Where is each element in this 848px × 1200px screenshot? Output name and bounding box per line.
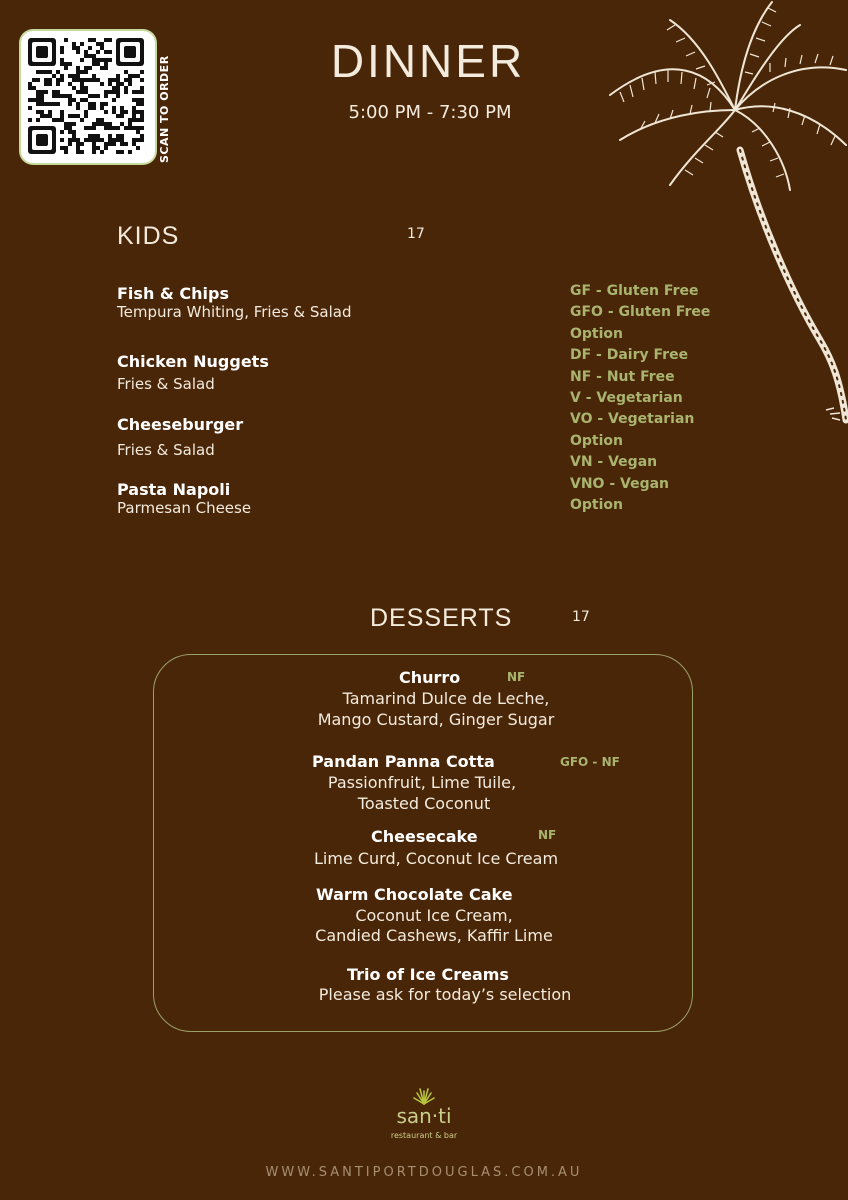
kids-item-desc: Fries & Salad: [117, 375, 215, 393]
palm-leaf-icon: [413, 1087, 435, 1105]
dessert-diet-tag: GFO - NF: [560, 755, 620, 769]
dessert-name: Pandan Panna Cotta: [312, 752, 495, 771]
dessert-desc: Coconut Ice Cream,: [355, 906, 513, 925]
desserts-section-title: DESSERTS: [370, 604, 513, 632]
kids-item-name: Chicken Nuggets: [117, 352, 269, 371]
service-hours: 5:00 PM - 7:30 PM: [348, 102, 512, 123]
kids-item-desc: Parmesan Cheese: [117, 499, 252, 517]
brand-tagline: restaurant & bar: [390, 1131, 458, 1140]
kids-item-desc: Tempura Whiting, Fries & Salad: [117, 303, 352, 321]
legend-line: GFO - Gluten Free: [570, 304, 711, 321]
dessert-desc: Candied Cashews, Kaffir Lime: [315, 926, 553, 945]
legend-line: VN - Vegan: [570, 454, 658, 471]
kids-item-name: Pasta Napoli: [117, 480, 231, 499]
dessert-name: Warm Chocolate Cake: [316, 885, 513, 904]
legend-line: Option: [570, 325, 623, 342]
kids-item-desc: Fries & Salad: [117, 441, 215, 459]
brand-logo: san·ti: [396, 1104, 452, 1128]
dessert-name: Churro: [399, 668, 461, 687]
dessert-desc: Toasted Coconut: [357, 794, 491, 813]
legend-line: DF - Dairy Free: [570, 347, 689, 364]
dessert-desc: Lime Curd, Coconut Ice Cream: [313, 849, 559, 868]
dessert-desc: Passionfruit, Lime Tuile,: [327, 773, 517, 792]
legend-line: Option: [570, 497, 623, 514]
kids-price: 17: [407, 226, 425, 242]
desserts-price: 17: [572, 609, 590, 625]
dessert-diet-tag: NF: [507, 670, 526, 684]
menu-title: DINNER: [330, 35, 526, 87]
dessert-name: Cheesecake: [371, 827, 478, 846]
legend-line: NF - Nut Free: [570, 368, 675, 385]
kids-section-title: KIDS: [117, 222, 180, 250]
legend-line: Option: [570, 432, 623, 449]
scan-to-order-label: SCAN TO ORDER: [158, 55, 171, 163]
dessert-diet-tag: NF: [538, 828, 557, 842]
kids-item-name: Cheeseburger: [117, 415, 244, 434]
dessert-desc: Mango Custard, Ginger Sugar: [317, 710, 555, 729]
legend-line: VNO - Vegan: [570, 475, 670, 492]
website-link[interactable]: WWW.SANTIPORTDOUGLAS.COM.AU: [265, 1165, 583, 1180]
legend-line: V - Vegetarian: [570, 390, 683, 407]
kids-item-name: Fish & Chips: [117, 284, 230, 303]
dietary-legend: [570, 281, 740, 516]
dessert-name: Trio of Ice Creams: [347, 965, 509, 984]
dessert-desc: Tamarind Dulce de Leche,: [342, 689, 550, 708]
dessert-desc: Please ask for today’s selection: [318, 985, 572, 1004]
legend-line: GF - Gluten Free: [570, 283, 699, 299]
legend-line: VO - Vegetarian: [570, 411, 695, 428]
